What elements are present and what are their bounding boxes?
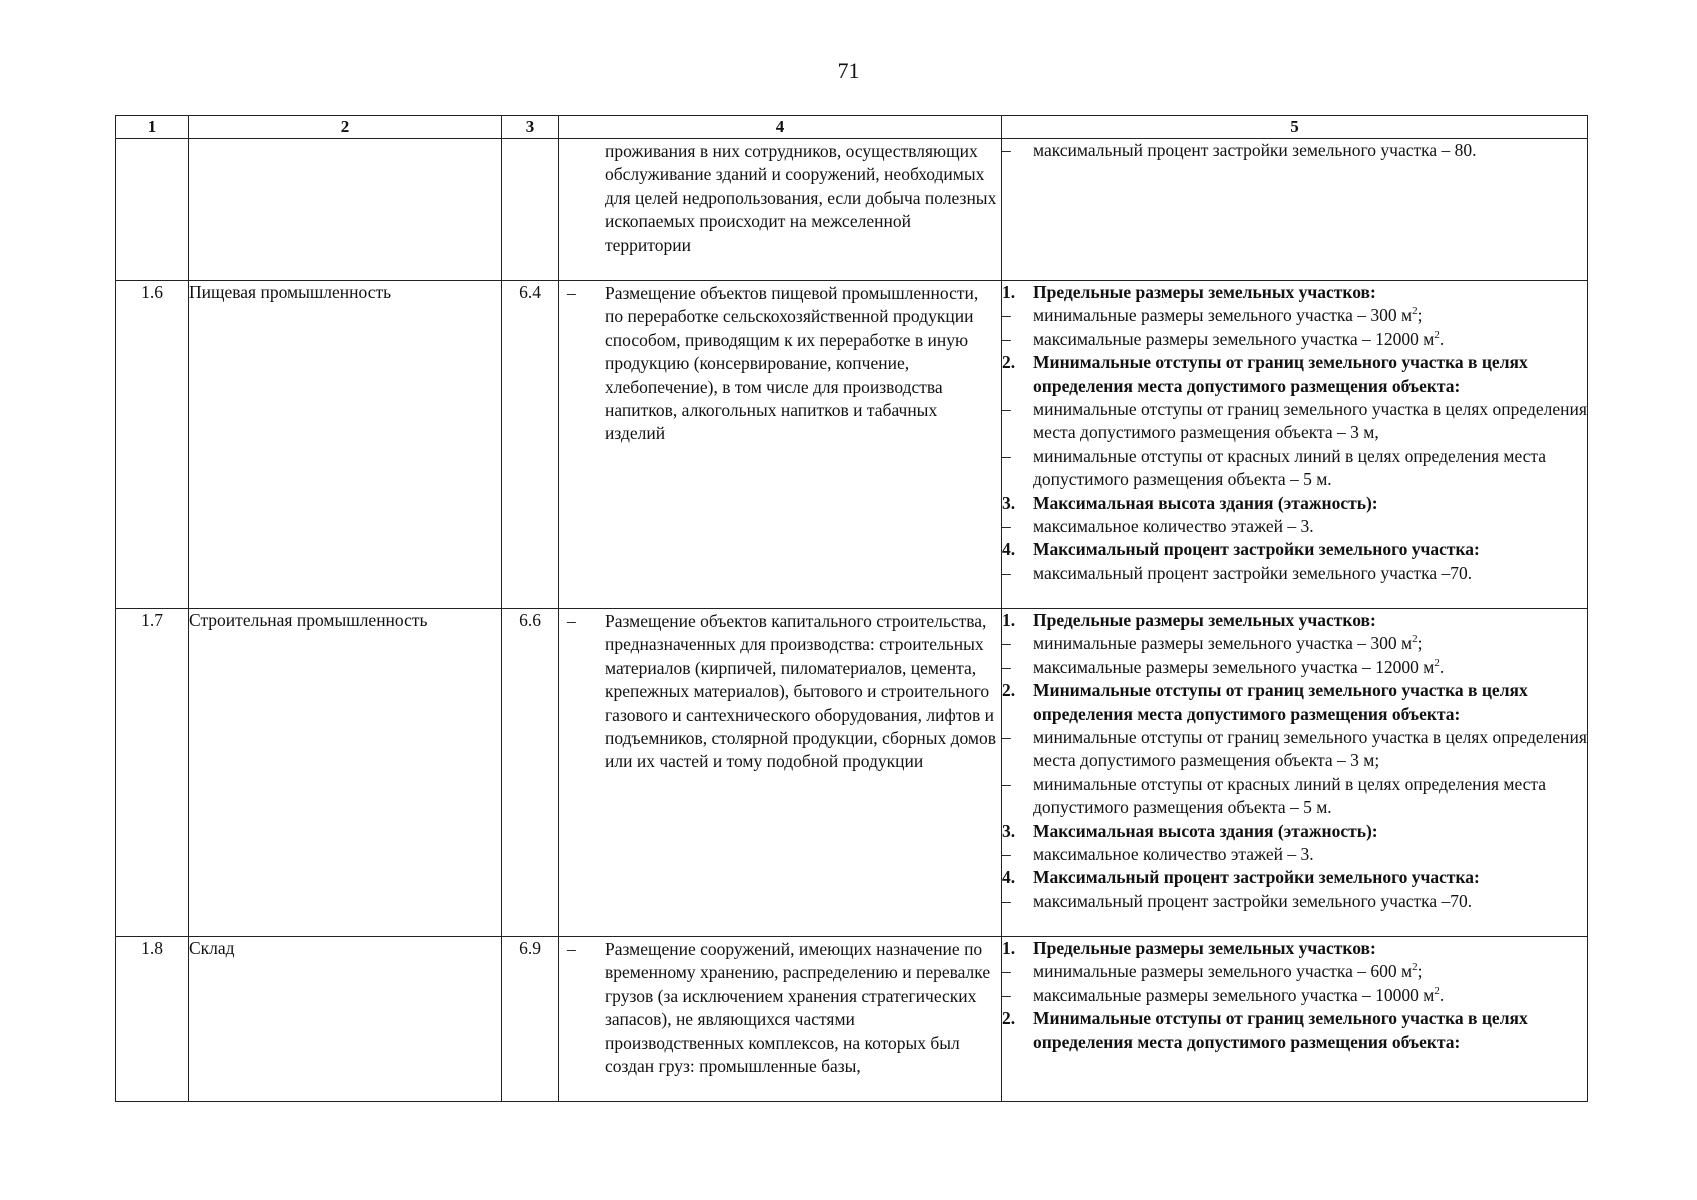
parameter-text-main: максимальное количество этажей – 3.	[1033, 516, 1314, 537]
parameter-text	[1033, 328, 1587, 351]
description-text: Размещение сооружений, имеющих назначение по временному хранению, распределению и перевалке грузов (за исключением хранения стратегических запасов), не являющихся частями производственных комплексов, на которых был создан груз: промышленные базы,	[605, 939, 991, 1077]
parameter-text-main: Предельные размеры земельных участков:	[1033, 938, 1376, 958]
parameter-item	[1002, 656, 1587, 679]
parameter-item	[1002, 562, 1587, 585]
row-number	[116, 139, 189, 281]
parameters-cell	[1002, 139, 1588, 281]
parameter-text-main: Минимальные отступы от границ земельного участка в целях определения места допустимого размещения объекта:	[1033, 352, 1528, 396]
row-number: 1.6	[116, 281, 189, 609]
parameter-text	[1033, 398, 1587, 445]
parameter-text	[1033, 515, 1587, 538]
parameter-text	[1033, 445, 1587, 492]
parameter-item	[1002, 398, 1587, 445]
parameter-text	[1033, 656, 1587, 679]
parameter-text-main: максимальное количество этажей – 3.	[1033, 844, 1314, 865]
parameter-item	[1002, 304, 1587, 327]
parameter-text-main: минимальные отступы от границ земельного участка в целях определения места допустимого размещения объекта – 3 м,	[1033, 399, 1587, 443]
parameter-text-tail: ;	[1417, 633, 1423, 654]
land-use-code: 6.4	[502, 281, 559, 609]
header-col-5: 5	[1002, 116, 1588, 139]
parameter-marker: 1.	[1002, 282, 1016, 302]
land-use-code	[502, 139, 559, 281]
parameter-unit-superscript: 2	[1434, 656, 1440, 669]
parameter-unit-superscript: 2	[1412, 961, 1418, 974]
parameter-text	[1033, 773, 1587, 820]
parameter-marker: –	[1002, 516, 1011, 537]
parameter-text	[1033, 843, 1587, 866]
parameter-marker: –	[1002, 328, 1011, 349]
parameter-marker: –	[1002, 844, 1011, 865]
land-use-name	[189, 139, 502, 281]
page-number: 71	[837, 58, 860, 83]
parameter-heading	[1002, 820, 1587, 843]
parameter-text-main: Максимальная высота здания (этажность):	[1033, 820, 1378, 841]
parameter-text-main: минимальные размеры земельного участка – 600 м	[1033, 961, 1413, 982]
parameter-item	[1002, 515, 1587, 538]
parameter-marker: –	[1002, 399, 1011, 420]
parameter-item	[1002, 773, 1587, 820]
parameter-heading	[1002, 351, 1587, 398]
land-use-code: 6.9	[502, 937, 559, 1102]
parameter-marker: –	[1002, 890, 1011, 911]
parameter-heading	[1002, 866, 1587, 889]
land-use-description	[559, 281, 1002, 609]
parameter-item	[1002, 632, 1587, 655]
description-text: Размещение объектов капитального строительства, предназначенных для производства: строительных материалов (кирпичей, пиломатериалов, цемента, крепежных материалов), бытового и строительного газового и сантехнического оборудования, лифтов и подъемников, столярной продукции, сборных домов или их частей и тому подобной продукции	[605, 611, 997, 772]
parameter-text	[1033, 726, 1587, 773]
parameter-heading	[1002, 609, 1587, 632]
parameter-marker: 3.	[1002, 492, 1016, 513]
land-use-description	[559, 937, 1002, 1102]
parameter-marker: 3.	[1002, 820, 1016, 841]
parameter-text	[1033, 351, 1587, 398]
land-use-name: Склад	[189, 937, 502, 1102]
parameter-text	[1033, 281, 1587, 304]
parameter-text-tail: .	[1439, 656, 1445, 677]
parameter-marker: 4.	[1002, 867, 1016, 888]
description-dash: –	[567, 283, 576, 303]
parameter-heading	[1002, 937, 1587, 960]
parameter-text-main: максимальный процент застройки земельного участка –70.	[1033, 890, 1473, 911]
parameter-text-main: Максимальный процент застройки земельного участка:	[1033, 867, 1480, 888]
table-row	[116, 609, 1588, 937]
parameter-text	[1033, 679, 1587, 726]
parameter-item	[1002, 843, 1587, 866]
parameter-text-main: максимальный процент застройки земельного участка –70.	[1033, 562, 1473, 583]
parameter-text-tail: ;	[1417, 961, 1423, 982]
parameter-item	[1002, 445, 1587, 492]
land-use-code: 6.6	[502, 609, 559, 937]
table-row	[116, 281, 1588, 609]
parameter-text	[1033, 609, 1587, 632]
parameter-item	[1002, 984, 1587, 1007]
row-number: 1.8	[116, 937, 189, 1102]
parameter-text	[1033, 492, 1587, 515]
parameter-text-main: максимальные размеры земельного участка – 12000 м	[1033, 656, 1435, 677]
parameter-item	[1002, 328, 1587, 351]
parameter-marker: –	[1002, 140, 1011, 160]
parameter-text	[1033, 1007, 1587, 1054]
parameter-text-main: Максимальный процент застройки земельного участка:	[1033, 539, 1480, 560]
parameter-marker: 2.	[1002, 1008, 1016, 1029]
parameter-marker: –	[1002, 656, 1011, 677]
parameter-unit-superscript: 2	[1412, 305, 1418, 318]
parameter-heading	[1002, 679, 1587, 726]
row-number: 1.7	[116, 609, 189, 937]
header-row	[116, 116, 1588, 139]
land-use-description	[559, 609, 1002, 937]
description-text: Размещение объектов пищевой промышленности, по переработке сельскохозяйственной продукции способом, приводящим к их переработке в иную продукцию (консервирование, копчение, хлебопечение), в том числе для производства напитков, алкогольных напитков и табачных изделий	[605, 283, 979, 444]
parameter-text	[1033, 960, 1587, 983]
parameter-text	[1033, 820, 1587, 843]
header-col-3: 3	[502, 116, 559, 139]
land-use-table	[115, 115, 1588, 1102]
parameter-text-main: максимальные размеры земельного участка – 10000 м	[1033, 984, 1435, 1005]
parameter-text	[1033, 632, 1587, 655]
parameter-text	[1033, 937, 1587, 960]
parameter-text-main: Максимальная высота здания (этажность):	[1033, 492, 1378, 513]
parameter-marker: 2.	[1002, 680, 1016, 701]
land-use-description	[559, 139, 1002, 281]
parameter-text-tail: .	[1439, 984, 1445, 1005]
parameter-unit-superscript: 2	[1434, 984, 1440, 997]
description-text: проживания в них сотрудников, осуществляющих обслуживание зданий и сооружений, необходимых для целей недропользования, если добыча полезных ископаемых происходит на межселенной территории	[605, 141, 997, 255]
parameter-marker: –	[1002, 961, 1011, 982]
header-col-2: 2	[189, 116, 502, 139]
parameter-text-main: минимальные размеры земельного участка – 300 м	[1033, 305, 1413, 326]
parameter-marker: 1.	[1002, 938, 1016, 958]
parameter-text-main: минимальные отступы от красных линий в целях определения места допустимого размещения объекта – 5 м.	[1033, 445, 1547, 490]
description-dash: –	[567, 939, 576, 959]
parameter-text	[1033, 538, 1587, 561]
parameter-text	[1033, 984, 1587, 1007]
description-dash: –	[567, 611, 576, 631]
parameter-marker: –	[1002, 984, 1011, 1005]
parameter-item	[1002, 139, 1587, 162]
description-dash	[559, 140, 605, 257]
parameter-text-main: Минимальные отступы от границ земельного участка в целях определения места допустимого размещения объекта:	[1033, 1008, 1528, 1052]
parameter-heading	[1002, 538, 1587, 561]
parameter-text	[1033, 304, 1587, 327]
parameter-text-main: максимальный процент застройки земельного участка – 80.	[1033, 140, 1477, 160]
parameter-heading	[1002, 1007, 1587, 1054]
table-row	[116, 139, 1588, 281]
parameter-marker: 4.	[1002, 539, 1016, 560]
parameter-text	[1033, 139, 1587, 162]
parameter-text-main: Предельные размеры земельных участков:	[1033, 282, 1376, 302]
parameters-cell	[1002, 281, 1588, 609]
parameter-text-main: минимальные отступы от границ земельного участка в целях определения места допустимого размещения объекта – 3 м;	[1033, 727, 1587, 771]
header-col-4: 4	[559, 116, 1002, 139]
parameter-text	[1033, 890, 1587, 913]
parameter-item	[1002, 960, 1587, 983]
parameter-text-main: минимальные отступы от красных линий в целях определения места допустимого размещения объекта – 5 м.	[1033, 773, 1547, 818]
parameter-marker: –	[1002, 727, 1011, 748]
table-row	[116, 937, 1588, 1102]
parameter-heading	[1002, 492, 1587, 515]
parameter-marker: –	[1002, 773, 1011, 794]
parameter-marker: –	[1002, 305, 1011, 326]
parameter-text-tail: ;	[1417, 305, 1423, 326]
parameters-cell	[1002, 937, 1588, 1102]
parameter-marker: 2.	[1002, 352, 1016, 373]
parameter-marker: –	[1002, 562, 1011, 583]
parameter-marker: –	[1002, 445, 1011, 466]
parameter-marker: 1.	[1002, 610, 1016, 630]
parameter-unit-superscript: 2	[1434, 328, 1440, 341]
parameter-text	[1033, 562, 1587, 585]
land-use-name: Пищевая промышленность	[189, 281, 502, 609]
parameter-text-main: минимальные размеры земельного участка – 300 м	[1033, 633, 1413, 654]
parameter-item	[1002, 726, 1587, 773]
parameter-item	[1002, 890, 1587, 913]
parameter-unit-superscript: 2	[1412, 633, 1418, 646]
parameter-text-main: максимальные размеры земельного участка – 12000 м	[1033, 328, 1435, 349]
parameter-text-main: Предельные размеры земельных участков:	[1033, 610, 1376, 630]
parameter-text	[1033, 866, 1587, 889]
land-use-name: Строительная промышленность	[189, 609, 502, 937]
parameter-marker: –	[1002, 633, 1011, 654]
parameters-cell	[1002, 609, 1588, 937]
parameter-heading	[1002, 281, 1587, 304]
parameter-text-main: Минимальные отступы от границ земельного участка в целях определения места допустимого размещения объекта:	[1033, 680, 1528, 724]
header-col-1: 1	[116, 116, 189, 139]
parameter-text-tail: .	[1439, 328, 1445, 349]
